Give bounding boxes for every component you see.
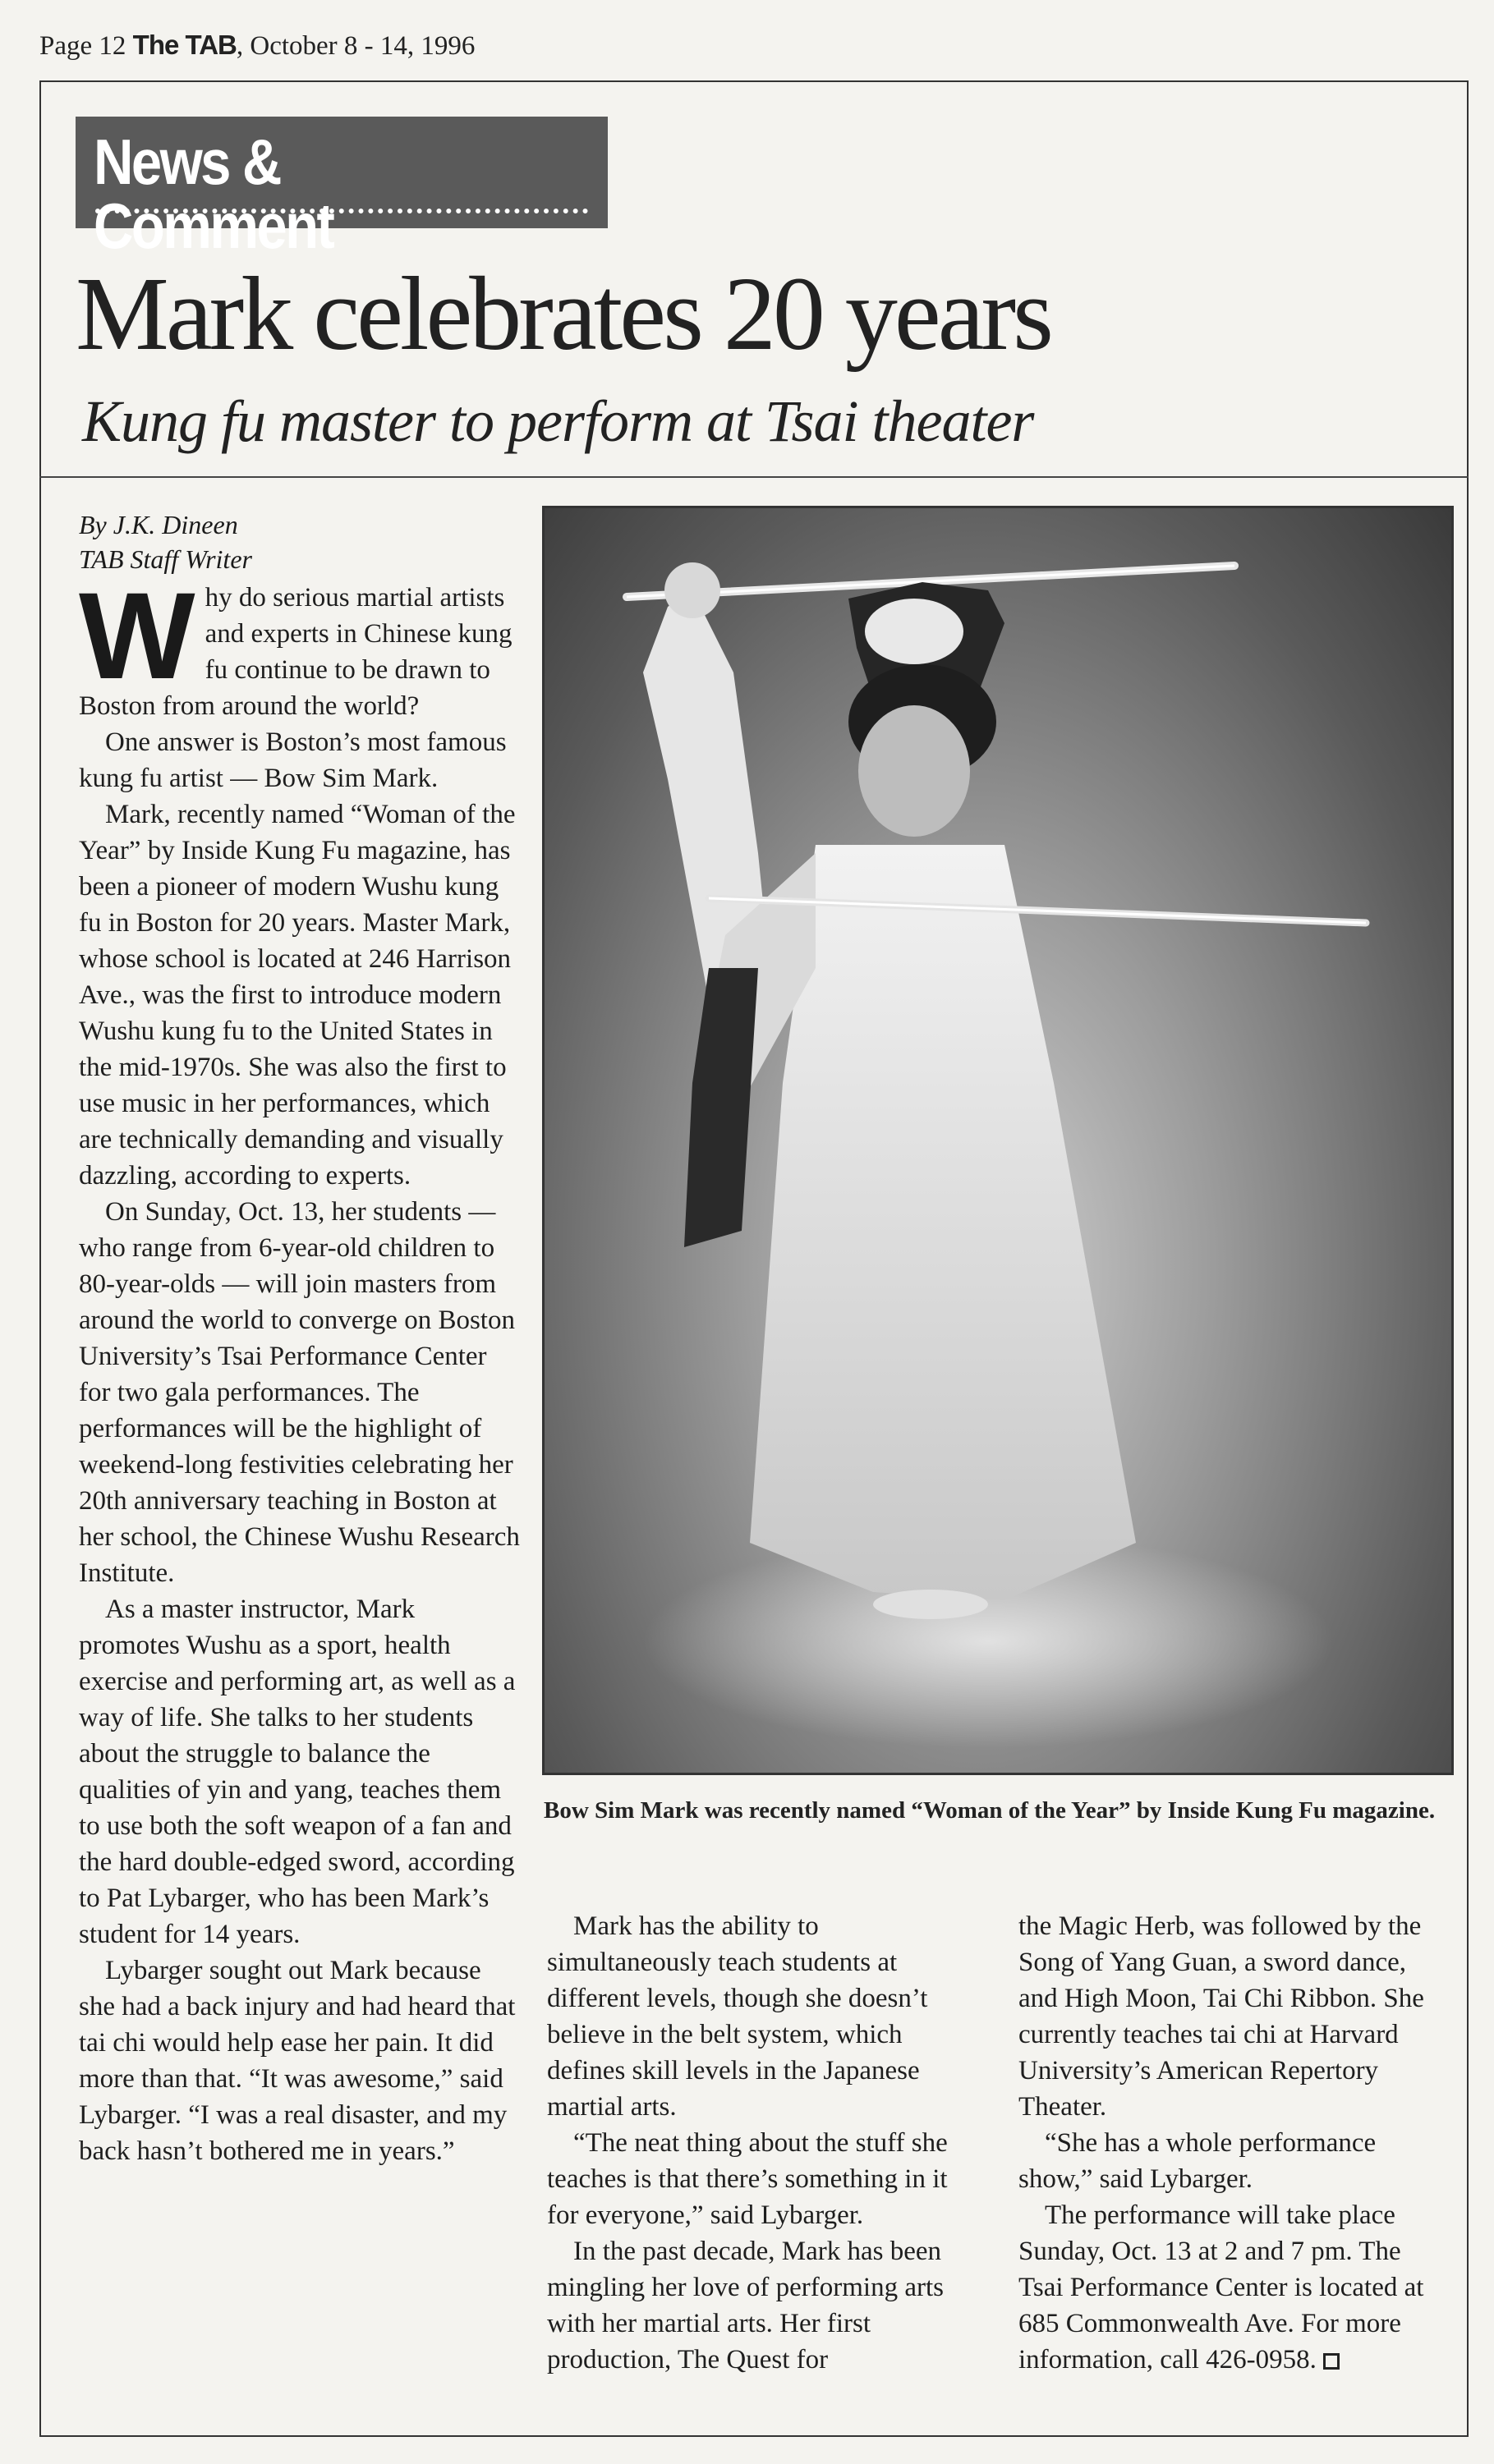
page-folio — [39, 30, 475, 62]
byline-role: TAB Staff Writer — [79, 544, 252, 574]
article-paragraph: Mark has the ability to simultaneously teach students at different levels, though she doesn’t believe in the belt system, which defines skill levels in the Japanese martial arts. — [547, 1911, 928, 2122]
folio-publication: The TAB — [132, 30, 237, 60]
drop-cap: W — [79, 567, 195, 704]
photo-caption: Bow Sim Mark was recently named “Woman of the Year” by Inside Kung Fu magazine. — [544, 1797, 1436, 1824]
article-paragraph: Mark, recently named “Woman of the Year” by Inside Kung Fu magazine, has been a pioneer of modern Wushu kung fu in Boston for 20 years. Master Mark, whose school is located at 246 Harrison Ave., was the first to introduce modern Wushu kung fu to the United States in the mid-1970s. She was also the first to use music in her performances, which are technically demanding and visually dazzling, according to experts. — [79, 800, 516, 1191]
section-label-dots — [95, 209, 588, 213]
article-paragraph: Why do serious martial artists and experts in Chinese kung fu continue to be drawn to Boston from around the world? — [79, 567, 513, 721]
article-column-2 — [547, 1908, 982, 2378]
byline-author: By J.K. Dineen — [79, 510, 238, 539]
article-column-1 — [79, 567, 522, 2169]
article-column-3 — [1018, 1908, 1446, 2378]
article-paragraph: As a master instructor, Mark promotes Wushu as a sport, health exercise and performing art, as well as a way of life. She talks to her students about the struggle to balance the qualities of yin and yang, teaches them to use both the soft weapon of a fan and the hard double-edged sword, according to Pat Lybarger, who has been Mark’s student for 14 years. — [79, 1594, 516, 1949]
folio-date: , October 8 - 14, 1996 — [236, 31, 476, 61]
article-paragraph: the Magic Herb, was followed by the Song of Yang Guan, a sword dance, and High Moon, Tai Chi Ribbon. She currently teaches tai chi at Harvard University’s American Repertory Theater. — [1018, 1911, 1424, 2122]
article-paragraph: One answer is Boston’s most famous kung fu artist — Bow Sim Mark. — [79, 727, 507, 793]
folio-page: Page 12 — [39, 31, 126, 61]
article-paragraph: Lybarger sought out Mark because she had a back injury and had heard that tai chi would help ease her pain. It did more than that. “It was awesome,” said Lybarger. “I was a real disaster, and my back hasn’t bothered me in years.” — [79, 1956, 516, 2166]
end-of-article-box-icon — [1323, 2353, 1340, 2370]
article-paragraph: The performance will take place Sunday, Oct. 13 at 2 and 7 pm. The Tsai Performance Center is located at 685 Commonwealth Ave. For more information, call 426-0958. — [1018, 2200, 1424, 2375]
headline-rule — [39, 476, 1469, 478]
article-paragraph: On Sunday, Oct. 13, her students — who range from 6-year-old children to 80-year-olds — will join masters from around the world to converge on Boston University’s Tsai Performance Center for two gala performances. The performances will be the highlight of weekend-long festivities celebrating her 20th anniversary teaching in Boston at her school, the Chinese Wushu Research Institute. — [79, 1197, 520, 1588]
deck: Kung fu master to perform at Tsai theater — [82, 388, 1034, 454]
performer-photo — [542, 506, 1454, 1775]
article-paragraph: “She has a whole performance show,” said Lybarger. — [1018, 2128, 1377, 2194]
headline: Mark celebrates 20 years — [76, 255, 1050, 372]
article-paragraph: In the past decade, Mark has been mingling her love of performing arts with her martial arts. Her first production, The Quest for — [547, 2237, 944, 2375]
section-label — [76, 117, 608, 262]
section-label-text: News & Comment — [94, 126, 333, 262]
article-paragraph: “The neat thing about the stuff she teaches is that there’s something in it for everyone,” said Lybarger. — [547, 2128, 948, 2230]
